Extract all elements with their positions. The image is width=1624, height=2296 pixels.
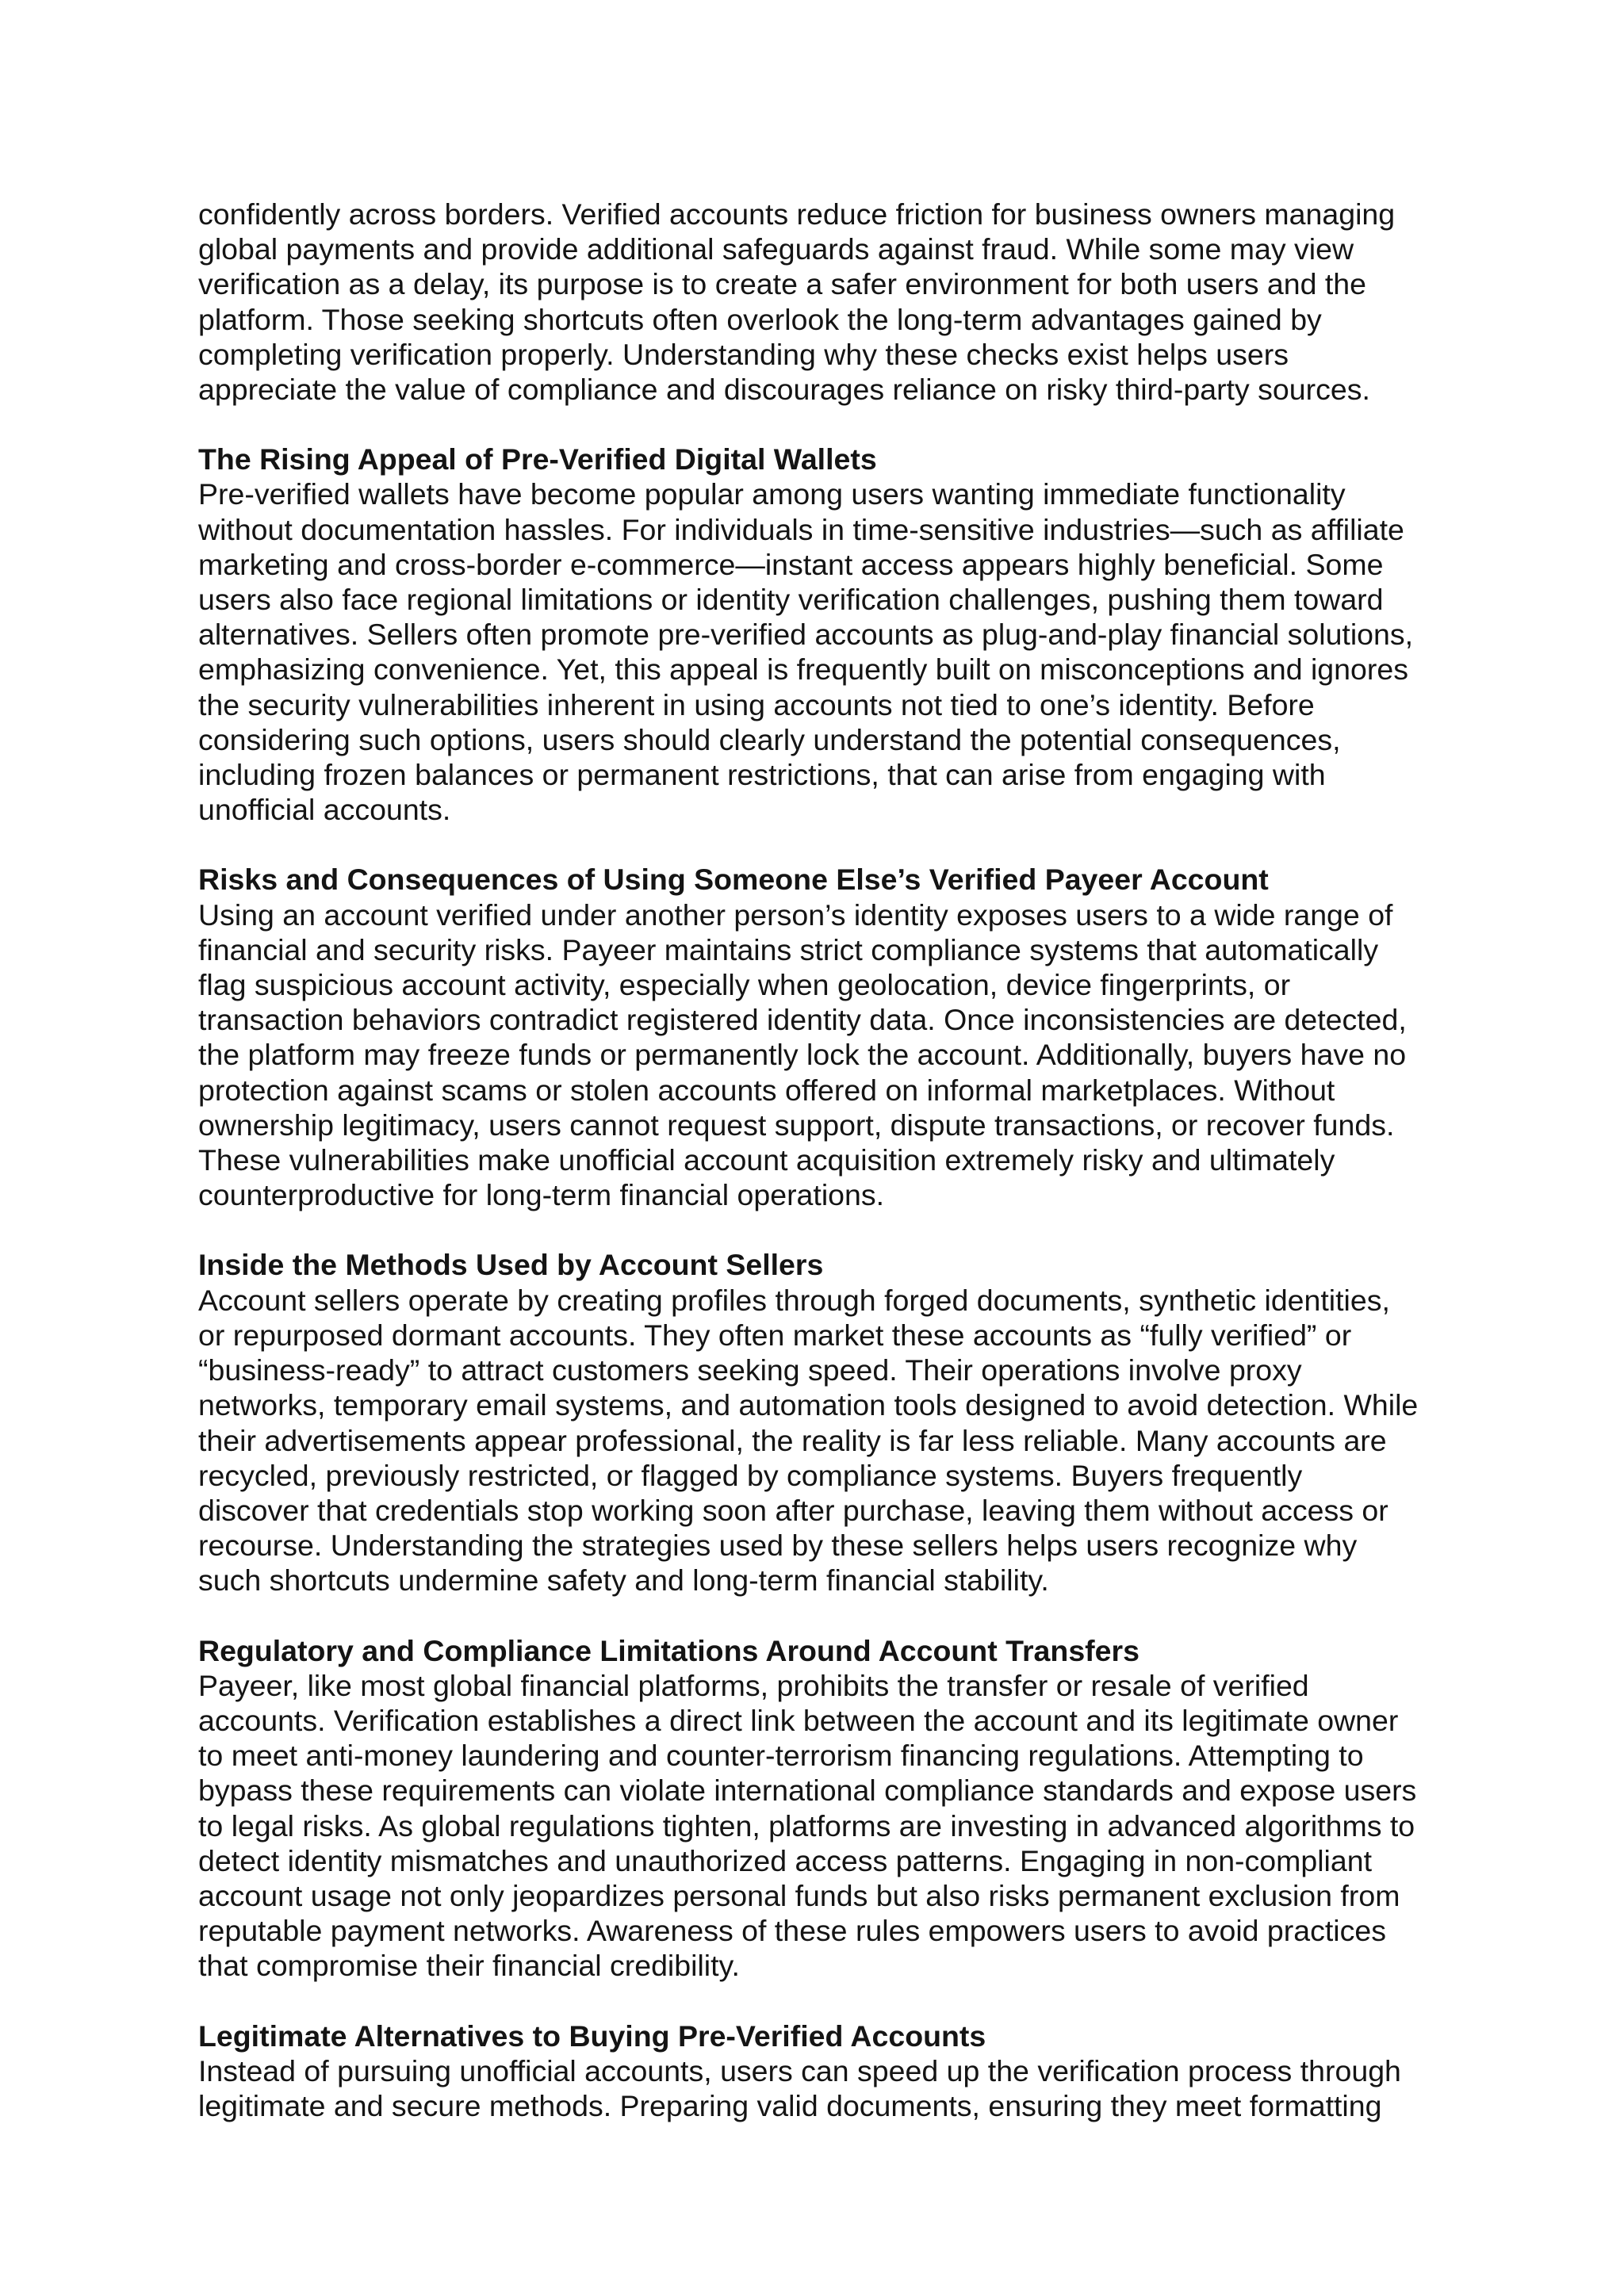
paragraph-line: accounts. Verification establishes a direct link between the account and its legitimate owner [198,1703,1399,1737]
paragraph-line: networks, temporary email systems, and automation tools designed to avoid detection. While [198,1388,1419,1422]
paragraph-line: verification as a delay, its purpose is to create a safer environment for both users and the [198,267,1367,301]
paragraph-line: users also face regional limitations or identity verification challenges, pushing them toward [198,583,1384,617]
paragraph-line: detect identity mismatches and unauthorized access patterns. Engaging in non-compliant [198,1843,1373,1877]
section-heading: Risks and Consequences of Using Someone Else’s Verified Payeer Account [198,863,1269,897]
paragraph-line: confidently across borders. Verified accounts reduce friction for business owners managing [198,197,1396,231]
section-risks-consequences [198,862,1435,1212]
paragraph-line: counterproductive for long-term financial operations. [198,1178,885,1212]
section-paragraph [198,1668,1435,1984]
paragraph-line: Using an account verified under another person’s identity exposes users to a wide range of [198,897,1393,932]
paragraph-line: the security vulnerabilities inherent in using accounts not tied to one’s identity. Before [198,687,1315,721]
paragraph-line: recourse. Understanding the strategies used by these sellers helps users recognize why [198,1529,1358,1563]
paragraph-line: bypass these requirements can violate international compliance standards and expose users [198,1774,1417,1808]
paragraph-line: Instead of pursuing unofficial accounts, users can speed up the verification process through [198,2053,1401,2087]
paragraph-line: without documentation hassles. For individuals in time-sensitive industries—such as affiliate [198,512,1404,546]
paragraph-line: global payments and provide additional safeguards against fraud. While some may view [198,232,1354,266]
paragraph-line: “business-ready” to attract customers seeking speed. Their operations involve proxy [198,1353,1302,1387]
section-seller-methods [198,1247,1435,1598]
paragraph-line: alternatives. Sellers often promote pre-verified accounts as plug-and-play financial solutions, [198,618,1414,652]
section-heading: Legitimate Alternatives to Buying Pre-Verified Accounts [198,2019,986,2053]
paragraph-line: including frozen balances or permanent restrictions, that can arise from engaging with [198,758,1326,792]
section-rising-appeal [198,442,1435,827]
paragraph-line: platform. Those seeking shortcuts often overlook the long-term advantages gained by [198,302,1322,336]
paragraph-line: These vulnerabilities make unofficial account acquisition extremely risky and ultimately [198,1143,1335,1177]
paragraph-line: to legal risks. As global regulations tighten, platforms are investing in advanced algorithms to [198,1808,1415,1843]
paragraph-line: reputable payment networks. Awareness of these rules empowers users to avoid practices [198,1914,1386,1948]
paragraph-line: Pre-verified wallets have become popular among users wanting immediate functionality [198,477,1346,511]
paragraph-line: recycled, previously restricted, or flagged by compliance systems. Buyers frequently [198,1458,1303,1492]
paragraph-line: financial and security risks. Payeer maintains strict compliance systems that automatically [198,932,1379,966]
paragraph-line: flag suspicious account activity, especially when geolocation, device fingerprints, or [198,968,1291,1002]
paragraph-line: Account sellers operate by creating profiles through forged documents, synthetic identities, [198,1283,1390,1317]
paragraph-line: legitimate and secure methods. Preparing valid documents, ensuring they meet formatting [198,2088,1382,2122]
document-page [198,197,1435,2123]
intro-paragraph [198,197,1435,407]
section-heading: Regulatory and Compliance Limitations Around Account Transfers [198,1633,1139,1667]
paragraph-line: appreciate the value of compliance and discourages reliance on risky third-party sources. [198,373,1370,407]
section-paragraph [198,897,1435,1213]
paragraph-line: emphasizing convenience. Yet, this appeal is frequently built on misconceptions and ignores [198,652,1408,687]
section-heading: Inside the Methods Used by Account Sellers [198,1248,824,1282]
paragraph-line: that compromise their financial credibility. [198,1949,740,1983]
paragraph-line: or repurposed dormant accounts. They often market these accounts as “fully verified” or [198,1318,1352,1352]
paragraph-line: marketing and cross-border e-commerce—instant access appears highly beneficial. Some [198,547,1384,581]
paragraph-line: ownership legitimacy, users cannot request support, dispute transactions, or recover funds. [198,1108,1395,1142]
paragraph-line: Payeer, like most global financial platforms, prohibits the transfer or resale of verified [198,1668,1309,1702]
paragraph-line: considering such options, users should clearly understand the potential consequences, [198,722,1341,756]
paragraph-line: such shortcuts undermine safety and long-term financial stability. [198,1563,1049,1598]
paragraph-line: discover that credentials stop working soon after purchase, leaving them without access or [198,1493,1388,1527]
section-regulatory-limitations [198,1633,1435,1984]
section-paragraph [198,2053,1435,2123]
paragraph-line: unofficial accounts. [198,793,451,827]
paragraph-line: to meet anti-money laundering and counter-terrorism financing regulations. Attempting to [198,1739,1364,1773]
paragraph-line: protection against scams or stolen accounts offered on informal marketplaces. Without [198,1073,1335,1107]
paragraph-line: account usage not only jeopardizes personal funds but also risks permanent exclusion from [198,1878,1400,1912]
section-heading: The Rising Appeal of Pre-Verified Digital Wallets [198,442,877,476]
section-legitimate-alternatives [198,2019,1435,2124]
paragraph-line: completing verification properly. Understanding why these checks exist helps users [198,337,1289,371]
paragraph-line: the platform may freeze funds or permanently lock the account. Additionally, buyers have no [198,1038,1407,1072]
section-paragraph [198,1283,1435,1598]
section-paragraph [198,476,1435,827]
paragraph-line: their advertisements appear professional, the reality is far less reliable. Many accounts are [198,1423,1387,1457]
paragraph-line: transaction behaviors contradict registered identity data. Once inconsistencies are detected, [198,1003,1407,1037]
